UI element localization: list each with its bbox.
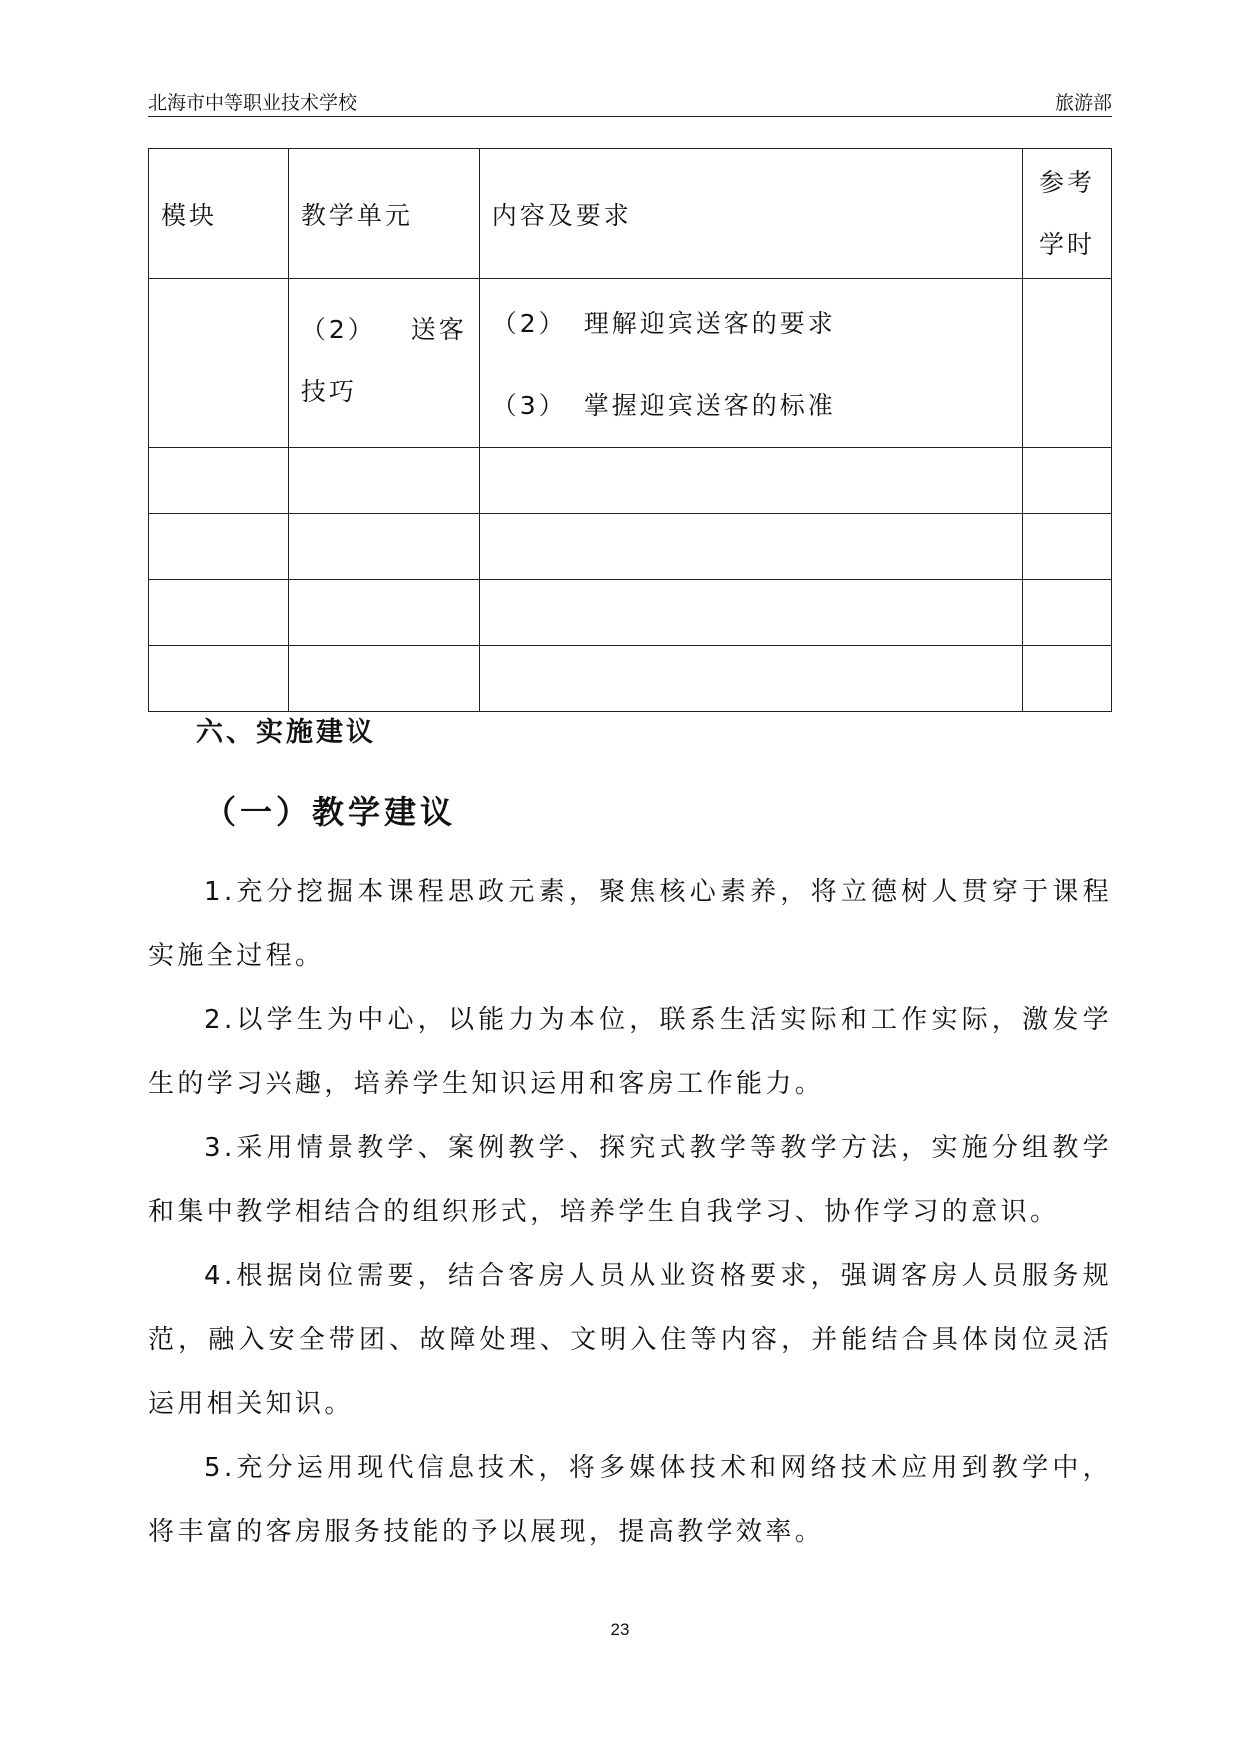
empty-cell: [149, 448, 289, 514]
paragraph: 3.采用情景教学、案例教学、探究式教学等教学方法，实施分组教学和集中教学相结合的组织形式，培养学生自我学习、协作学习的意识。: [148, 1133, 1112, 1227]
page-number: 23: [610, 1620, 630, 1639]
header-ref-hours: [1023, 149, 1112, 279]
paragraph: 4.根据岗位需要，结合客房人员从业资格要求，强调客房人员服务规范，融入安全带团、故障处理、文明入住等内容，并能结合具体岗位灵活运用相关知识。: [148, 1261, 1112, 1419]
unit-title-part1: 送客: [410, 315, 467, 344]
content-item: [492, 309, 1010, 365]
empty-cell: [1023, 580, 1112, 646]
syllabus-table: [148, 148, 1112, 712]
empty-cell: [479, 448, 1022, 514]
header-module: 模块: [149, 149, 289, 279]
header-ref-hours-line2: 学时: [1039, 229, 1096, 259]
header-unit: 教学单元: [288, 149, 479, 279]
paragraph: 2.以学生为中心，以能力为本位，联系生活实际和工作实际，激发学生的学习兴趣，培养学生知识运用和客房工作能力。: [148, 1005, 1112, 1099]
empty-cell: [288, 514, 479, 580]
unit-number: （2）: [300, 315, 376, 344]
cell-module: [149, 279, 289, 448]
empty-cell: [1023, 514, 1112, 580]
header-ref-hours-line1: 参考: [1039, 167, 1096, 197]
content-item-text: 理解迎宾送客的要求: [583, 309, 836, 338]
empty-cell: [149, 646, 289, 712]
subsection-title: （一）教学建议: [204, 793, 457, 831]
empty-cell: [1023, 448, 1112, 514]
cell-content: [479, 279, 1022, 448]
content-item-number: （2）: [491, 309, 567, 338]
empty-cell: [479, 514, 1022, 580]
empty-cell: [479, 646, 1022, 712]
table-row-empty: [149, 514, 1112, 580]
content-item-number: （3）: [491, 391, 567, 420]
empty-cell: [288, 448, 479, 514]
body-text: [148, 860, 1112, 1564]
table-row-empty: [149, 646, 1112, 712]
unit-title-part2: 技巧: [300, 377, 357, 406]
empty-cell: [149, 514, 289, 580]
page-header: [148, 86, 1112, 117]
table-row-empty: [149, 580, 1112, 646]
empty-cell: [288, 580, 479, 646]
empty-cell: [149, 580, 289, 646]
school-name: 北海市中等职业技术学校: [148, 92, 358, 114]
empty-cell: [479, 580, 1022, 646]
paragraph: 5.充分运用现代信息技术，将多媒体技术和网络技术应用到教学中，将丰富的客房服务技能的予以展现，提高教学效率。: [148, 1453, 1112, 1547]
empty-cell: [1023, 646, 1112, 712]
header-content: 内容及要求: [479, 149, 1022, 279]
table-header-row: [149, 149, 1112, 279]
content-item-text: 掌握迎宾送客的标准: [583, 391, 836, 420]
cell-hours: [1023, 279, 1112, 448]
paragraph: 1.充分挖掘本课程思政元素，聚焦核心素养，将立德树人贯穿于课程实施全过程。: [148, 877, 1112, 971]
table-row-empty: [149, 448, 1112, 514]
cell-unit: [288, 279, 479, 448]
empty-cell: [288, 646, 479, 712]
content-item: [492, 365, 1010, 447]
table-row: [149, 279, 1112, 448]
department-name: 旅游部: [1054, 92, 1112, 114]
section-title: 六、实施建议: [196, 717, 376, 748]
